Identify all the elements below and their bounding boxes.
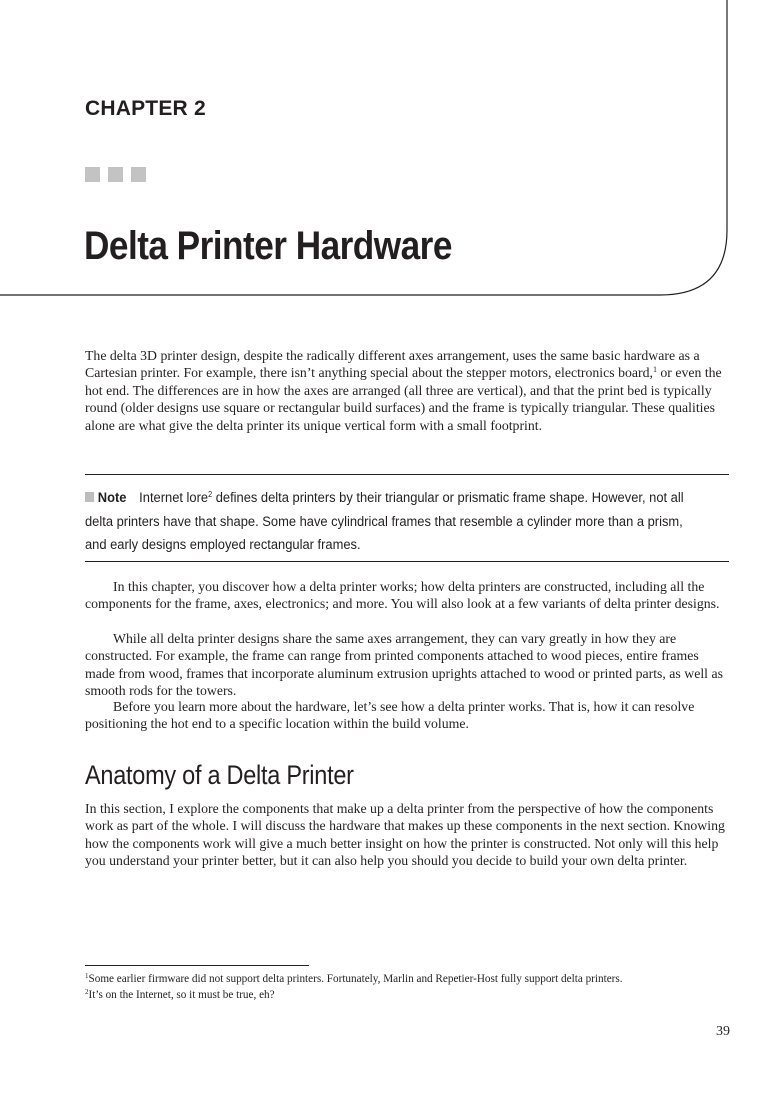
footnote-ref-1[interactable]: 1 [652,365,657,375]
footnotes [85,972,745,1003]
footnote-marker: 1 [85,972,89,980]
decoration-square [131,167,146,182]
note-label: Note [97,490,127,506]
note-box [85,474,729,562]
decoration-square [108,167,123,182]
chapter-label: CHAPTER 2 [85,97,206,120]
intro-text-part1: The delta 3D printer design, despite the radically different axes arrangement, uses the same basic hardware as a Cartesian printer. For example, there isn’t anything special about the stepper motors, electronics board, [85,348,700,381]
note-square-icon [85,492,94,502]
body-paragraph: Before you learn more about the hardware, let’s see how a delta printer works. That is, how it can resolve positioning the hot end to a specific location within the build volume. [85,699,695,732]
body-paragraph: In this chapter, you discover how a delta printer works; how delta printers are constructed, including all the components for the frame, axes, electronics; and more. You will also look at a few variants of delta printer designs. [85,579,720,612]
footnote-ref-2[interactable]: 2 [208,490,213,499]
footnote-marker: 2 [85,987,89,996]
decoration-square [85,167,100,182]
footnote-2 [85,988,745,1004]
footnote-text: Some earlier firmware did not support delta printers. Fortunately, Marlin and Repetier-Host fully support delta printers. [88,973,623,985]
intro-text-part2: or even the hot end. The differences are in how the axes are arranged (all three are vertical), and that the print bed is typically round (older designs use square or rectangular build surfaces) and the frame is typically triangular. These qualities alone are what give the delta printer its unique vertical form with a small footprint. [85,365,722,433]
note-paragraph [85,487,686,558]
note-text-b: defines delta printers by their triangular or prismatic frame shape. However, not all delta printers have that shape. Some have cylindrical frames that resemble a cylinder more than a prism, and early designs employed rectangular frames. [85,490,684,553]
footnote-text: It’s on the Internet, so it must be true, eh? [88,988,275,1001]
body-paragraph: While all delta printer designs share the same axes arrangement, they can vary greatly in how they are constructed. For example, the frame can range from printed components attached to wood pieces, entire frames made from wood, frames that incorporate aluminum extrusion uprights attached to wood or printed parts, as well as smooth rods for the towers. [85,631,723,699]
intro-paragraph [85,347,731,434]
note-text-a: Internet lore [139,490,209,506]
section-paragraph: In this section, I explore the components that make up a delta printer from the perspective of how the components work as part of the whole. I will discuss the hardware that makes up these components in the next section. Knowing how the components work will give a much better insight on how the printer is constructed. Not only will this help you understand your printer better, but it can also help you should you decide to build your own delta printer. [85,801,725,869]
section-heading: Anatomy of a Delta Printer [85,760,354,790]
chapter-title: Delta Printer Hardware [84,224,452,268]
chapter-decoration-squares [85,167,154,182]
footnote-divider [85,965,309,966]
footnote-1 [85,972,745,988]
page-number: 39 [716,1024,730,1039]
